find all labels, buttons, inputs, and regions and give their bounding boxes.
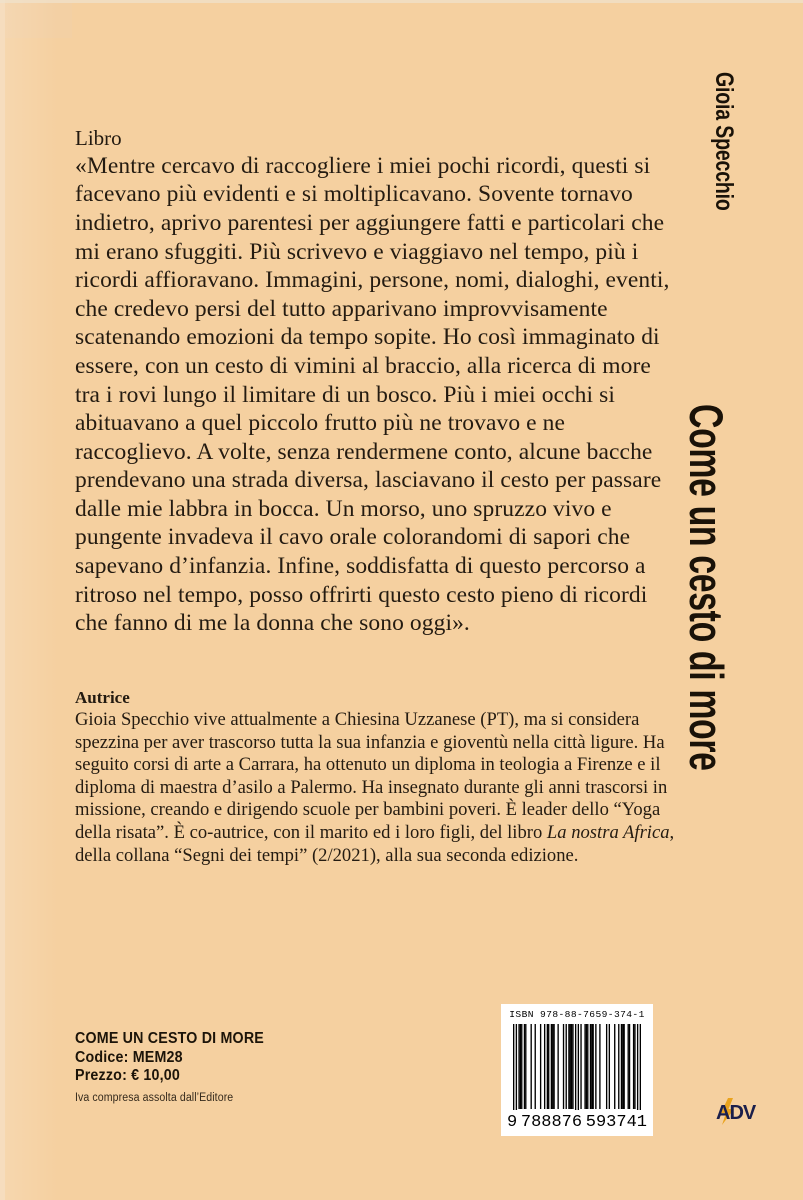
author-bio-section bbox=[75, 688, 695, 867]
spine-title-label: Come un cesto di more bbox=[680, 404, 733, 771]
author-bio-book-title: La nostra Africa bbox=[546, 822, 670, 844]
adv-logo-text: ADV bbox=[716, 1102, 756, 1124]
barcode-right-group: 593741 bbox=[585, 1113, 647, 1132]
spine-author-label: Gioia Specchio bbox=[710, 72, 738, 211]
cover-flap-shading bbox=[0, 0, 72, 38]
book-blurb-section bbox=[75, 126, 675, 638]
imprint-block bbox=[75, 1030, 405, 1106]
author-bio-part2: , della collana “Segni dei tempi” (2/2021), alla sua seconda edizione. bbox=[75, 822, 675, 866]
cover-top-edge bbox=[0, 0, 803, 3]
author-section-label: Autrice bbox=[75, 688, 130, 707]
spine-book-title bbox=[680, 404, 733, 884]
barcode-lead-digit: 9 bbox=[507, 1113, 518, 1132]
author-bio-part1: Gioia Specchio vive attualmente a Chiesina Uzzanese (PT), ma si considera spezzina per aver trascorso tutta la sua infanzia e gioventù nella città ligure. Ha seguito corsi di arte a Carrara, ha ottenuto un diploma in teologia a Firenze e il diploma di maestra d’asilo a Palermo. Ha insegnato durante gli anni trascorsi in missione, creando e dirigendo scuole per bambini poveri. È leader dello “Yoga della risata”. È co-autrice, con il marito ed i loro figli, del libro bbox=[75, 709, 668, 844]
book-section-label: Libro bbox=[75, 126, 122, 150]
adv-publisher-logo bbox=[712, 1096, 778, 1126]
imprint-vat-note: Iva compresa assolta dall’Editore bbox=[75, 1091, 234, 1104]
cover-left-gradient bbox=[0, 0, 68, 1200]
imprint-price: Prezzo: € 10,00 bbox=[75, 1067, 181, 1084]
imprint-title: COME UN CESTO DI MORE bbox=[75, 1030, 265, 1047]
imprint-code: Codice: MEM28 bbox=[75, 1048, 183, 1066]
cover-left-edge bbox=[0, 0, 5, 1200]
author-bio-text bbox=[75, 709, 695, 867]
spine-author-name bbox=[711, 72, 736, 302]
barcode-left-group: 788876 bbox=[520, 1113, 583, 1132]
barcode-digits bbox=[507, 1113, 647, 1132]
book-quote-text: «Mentre cercavo di raccogliere i miei pochi ricordi, questi si facevano più evidenti e si moltiplicavano. Sovente tornavo indietro, aprivo parentesi per aggiungere fatti e particolari che mi erano sfuggiti. Più scrivevo e viaggiavo nel tempo, più i ricordi affioravano. Immagini, persone, nomi, dialoghi, eventi, che credevo persi del tutto apparivano improvvisamente scatenando emozioni da tempo sopite. Ho così immaginato di essere, con un cesto di vimini al braccio, alla ricerca di more tra i rovi lungo il limitare di un bosco. Più i miei occhi si abituavano a quel piccolo frutto più ne trovavo e ne raccoglievo. A volte, senza rendermene conto, alcune bacche prendevano una strada diversa, lasciavano il cesto per passare dalle mie labbra in bocca. Un morso, uno spruzzo vivo e pungente invadeva il cavo orale colorandomi di sapori che sapevano d’infanzia. Infine, soddisfatta di questo percorso a ritroso nel tempo, posso offrirti questo cesto pieno di ricordi che fanno di me la donna che sono oggi». bbox=[75, 152, 670, 637]
isbn-barcode bbox=[501, 1004, 653, 1136]
isbn-number-text: ISBN 978-88-7659-374-1 bbox=[509, 1009, 645, 1020]
barcode-bars-graphic bbox=[513, 1024, 641, 1110]
